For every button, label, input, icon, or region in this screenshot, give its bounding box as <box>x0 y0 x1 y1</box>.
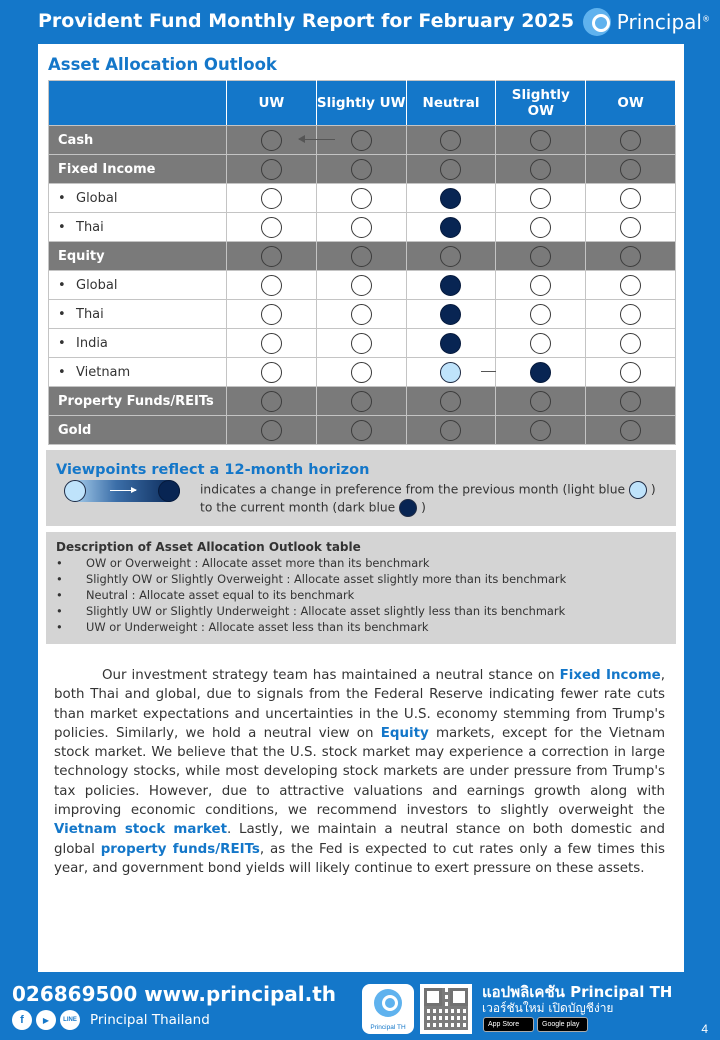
empty-dot-icon <box>620 420 641 441</box>
page-number: 4 <box>701 1022 708 1036</box>
empty-dot-icon <box>351 362 372 383</box>
column-header: Neutral <box>406 81 496 126</box>
rating-cell <box>227 271 317 300</box>
table-row <box>49 387 676 416</box>
principal-app-icon[interactable] <box>362 984 414 1034</box>
highlight-text: Fixed Income <box>559 668 661 683</box>
bullet: • <box>58 364 66 380</box>
header-bar <box>0 0 720 44</box>
highlight-text: Equity <box>380 725 429 741</box>
legend-text-part: to the current month (dark blue <box>200 500 396 515</box>
rating-cell <box>406 213 496 242</box>
rating-cell <box>496 387 586 416</box>
legend-text <box>200 481 660 517</box>
empty-dot-icon <box>530 275 551 296</box>
rating-cell <box>316 184 406 213</box>
rating-cell <box>227 329 317 358</box>
empty-dot-icon <box>620 130 641 151</box>
row-label-text: Equity <box>58 248 105 264</box>
asset-allocation-table <box>48 80 676 445</box>
empty-dot-icon <box>261 275 282 296</box>
rating-cell <box>586 242 676 271</box>
rating-cell <box>406 300 496 329</box>
row-label-text: Thai <box>76 219 104 235</box>
row-label <box>49 329 227 358</box>
empty-dot-icon <box>351 159 372 180</box>
empty-dot-icon <box>620 362 641 383</box>
current-view-dot-icon <box>440 275 461 296</box>
column-header: Slightly UW <box>316 81 406 126</box>
current-view-dot-icon <box>440 159 461 180</box>
rating-cell <box>496 329 586 358</box>
rating-cell <box>586 184 676 213</box>
row-label <box>49 184 227 213</box>
bullet: • <box>58 277 66 293</box>
table-row <box>49 329 676 358</box>
rating-cell <box>406 416 496 445</box>
rating-cell <box>316 126 406 155</box>
empty-dot-icon <box>261 159 282 180</box>
bullet: • <box>58 190 66 206</box>
row-label-text: Vietnam <box>76 364 131 380</box>
legend-panel <box>46 450 676 526</box>
youtube-icon[interactable]: ▶ <box>36 1010 56 1030</box>
table-row <box>49 271 676 300</box>
empty-dot-icon <box>261 217 282 238</box>
empty-dot-icon <box>261 362 282 383</box>
rating-cell <box>316 387 406 416</box>
rating-cell <box>586 329 676 358</box>
row-label <box>49 242 227 271</box>
row-label <box>49 416 227 445</box>
rating-cell <box>406 242 496 271</box>
rating-cell <box>316 416 406 445</box>
empty-dot-icon <box>261 391 282 412</box>
change-indicator-icon <box>64 480 180 502</box>
body-text-segment: , both Thai and global, due to signals from the Federal Reserve indicating fewer rate cuts than market expectations and uncertainties in the U.S. economy stemming from Trump's policies. Similarly, we hold a neutral view on <box>54 668 665 741</box>
arrow-left-icon <box>299 139 335 140</box>
highlight-text: Vietnam stock market <box>54 822 228 838</box>
rating-cell <box>496 213 586 242</box>
description-item: • Slightly OW or Slightly Overweight : Allocate asset slightly more than its benchmark <box>56 571 666 587</box>
body-text-segment: . Lastly, we maintain a neutral stance on both domestic and global <box>54 822 665 857</box>
previous-view-dot-icon <box>440 362 461 383</box>
previous-view-dot-icon <box>440 130 461 151</box>
legend-text-part: ) <box>650 482 656 497</box>
legend-text-part: ) <box>421 500 426 515</box>
row-label-text: Global <box>76 277 118 293</box>
qr-code-icon <box>420 984 472 1034</box>
body-text-segment: , as the Fed is expected to cut rates only a few times this year, and government bond yields will likely continue to exert pressure on these assets. <box>54 841 665 876</box>
legend-text-part: indicates a change in preference from the previous month (light blue <box>200 482 626 497</box>
footer <box>0 972 720 1040</box>
description-title: Description of Asset Allocation Outlook table <box>56 540 361 554</box>
row-label-text: Thai <box>76 306 104 322</box>
empty-dot-icon <box>530 333 551 354</box>
rating-cell <box>406 387 496 416</box>
empty-dot-icon <box>620 333 641 354</box>
rating-cell <box>406 155 496 184</box>
light-blue-dot-icon <box>629 481 647 499</box>
rating-cell <box>586 416 676 445</box>
rating-cell <box>406 329 496 358</box>
legend-title: Viewpoints reflect a 12-month horizon <box>56 462 370 478</box>
empty-dot-icon <box>530 217 551 238</box>
row-label-text: Gold <box>58 422 92 438</box>
table-row <box>49 242 676 271</box>
description-item: • OW or Overweight : Allocate asset more than its benchmark <box>56 555 666 571</box>
body-text-segment: Our investment strategy team has maintained a neutral stance on <box>102 668 560 683</box>
bullet: • <box>58 306 66 322</box>
rating-cell <box>586 271 676 300</box>
rating-cell <box>227 358 317 387</box>
app-icon-label: Principal TH <box>370 1024 406 1031</box>
app-title: แอปพลิเคชัน Principal TH <box>482 983 673 1001</box>
empty-dot-icon <box>261 188 282 209</box>
column-header: UW <box>227 81 317 126</box>
empty-dot-icon <box>620 159 641 180</box>
rating-cell <box>316 213 406 242</box>
commentary-paragraph <box>54 666 665 878</box>
current-view-dot-icon <box>440 391 461 412</box>
empty-dot-icon <box>351 275 372 296</box>
rating-cell <box>496 271 586 300</box>
rating-cell <box>316 329 406 358</box>
current-view-dot-icon <box>440 217 461 238</box>
bullet: • <box>58 335 66 351</box>
empty-dot-icon <box>620 217 641 238</box>
row-label <box>49 126 227 155</box>
rating-cell <box>586 387 676 416</box>
rating-cell <box>316 358 406 387</box>
table-row <box>49 300 676 329</box>
dark-blue-dot-icon <box>399 499 417 517</box>
rating-cell <box>227 387 317 416</box>
body-text-segment: markets, except for the Vietnam stock market. We believe that the U.S. stock market may experience a correction in large technology stocks, while most developing stock markets are under pressure from Trump's tax policies. However, due to attractive valuations and earnings growth along with improving economic conditions, we recommend investors to slightly overweight the <box>54 725 665 819</box>
row-label <box>49 213 227 242</box>
empty-dot-icon <box>530 159 551 180</box>
empty-dot-icon <box>530 391 551 412</box>
rating-cell <box>316 155 406 184</box>
row-label-text: Cash <box>58 132 94 148</box>
table-row <box>49 155 676 184</box>
table-row <box>49 126 676 155</box>
empty-dot-icon <box>351 304 372 325</box>
rating-cell <box>586 300 676 329</box>
empty-dot-icon <box>351 217 372 238</box>
contact-info[interactable]: 026869500 www.principal.th <box>12 982 337 1006</box>
rating-cell <box>496 155 586 184</box>
table-row <box>49 184 676 213</box>
empty-dot-icon <box>261 333 282 354</box>
description-list <box>56 555 666 635</box>
app-store-badge[interactable]: App Store <box>483 1017 534 1032</box>
facebook-icon[interactable]: f <box>12 1010 32 1030</box>
empty-dot-icon <box>351 391 372 412</box>
principal-logo-icon <box>583 8 611 36</box>
report-page <box>38 44 684 972</box>
empty-dot-icon <box>530 420 551 441</box>
current-view-dot-icon <box>440 333 461 354</box>
description-item: • UW or Underweight : Allocate asset less than its benchmark <box>56 619 666 635</box>
rating-cell <box>586 155 676 184</box>
row-label <box>49 300 227 329</box>
empty-dot-icon <box>620 188 641 209</box>
rating-cell <box>227 416 317 445</box>
rating-cell <box>406 358 496 387</box>
table-header-blank <box>49 81 227 126</box>
rating-cell <box>406 184 496 213</box>
rating-cell <box>496 242 586 271</box>
table-row <box>49 213 676 242</box>
rating-cell <box>586 358 676 387</box>
rating-cell <box>496 126 586 155</box>
description-panel <box>46 532 676 644</box>
current-view-dot-icon <box>440 420 461 441</box>
row-label-text: Global <box>76 190 118 206</box>
section-title: Asset Allocation Outlook <box>48 55 277 74</box>
table-row <box>49 358 676 387</box>
rating-cell <box>316 300 406 329</box>
row-label <box>49 358 227 387</box>
rating-cell <box>227 184 317 213</box>
empty-dot-icon <box>261 420 282 441</box>
social-account-name: Principal Thailand <box>90 1012 210 1028</box>
empty-dot-icon <box>351 333 372 354</box>
empty-dot-icon <box>261 304 282 325</box>
row-label-text: India <box>76 335 108 351</box>
row-label <box>49 155 227 184</box>
empty-dot-icon <box>530 246 551 267</box>
highlight-text: property funds/REITs <box>100 841 260 857</box>
rating-cell <box>496 300 586 329</box>
empty-dot-icon <box>620 246 641 267</box>
empty-dot-icon <box>351 188 372 209</box>
empty-dot-icon <box>351 420 372 441</box>
rating-cell <box>586 213 676 242</box>
brand <box>583 6 710 38</box>
row-label-text: Property Funds/REITs <box>58 393 214 409</box>
empty-dot-icon <box>261 130 282 151</box>
bullet: • <box>58 219 66 235</box>
description-item: • Slightly UW or Slightly Underweight : Allocate asset slightly less than its benchmark <box>56 603 666 619</box>
empty-dot-icon <box>620 275 641 296</box>
table-header-row <box>49 81 676 126</box>
row-label <box>49 271 227 300</box>
current-view-dot-icon <box>440 188 461 209</box>
rating-cell <box>227 213 317 242</box>
empty-dot-icon <box>530 304 551 325</box>
row-label <box>49 387 227 416</box>
rating-cell <box>316 242 406 271</box>
table-row <box>49 416 676 445</box>
current-view-dot-icon <box>530 362 551 383</box>
rating-cell <box>227 242 317 271</box>
rating-cell <box>227 300 317 329</box>
app-subtitle: เวอร์ชันใหม่ เปิดบัญชีง่าย <box>482 1001 614 1015</box>
rating-cell <box>316 271 406 300</box>
rating-cell <box>227 155 317 184</box>
empty-dot-icon <box>351 246 372 267</box>
column-header: Slightly OW <box>496 81 586 126</box>
row-label-text: Fixed Income <box>58 161 156 177</box>
report-title: Provident Fund Monthly Report for February 2025 <box>38 10 575 32</box>
google-play-badge[interactable]: Google play <box>537 1017 588 1032</box>
empty-dot-icon <box>530 130 551 151</box>
rating-cell <box>496 358 586 387</box>
column-header: OW <box>586 81 676 126</box>
empty-dot-icon <box>620 304 641 325</box>
rating-cell <box>406 271 496 300</box>
rating-cell <box>496 416 586 445</box>
empty-dot-icon <box>530 188 551 209</box>
rating-cell <box>406 126 496 155</box>
rating-cell <box>496 184 586 213</box>
empty-dot-icon <box>620 391 641 412</box>
rating-cell <box>586 126 676 155</box>
line-icon[interactable]: LINE <box>60 1010 80 1030</box>
current-view-dot-icon <box>440 304 461 325</box>
brand-name: Principal® <box>616 10 710 34</box>
social-links <box>12 1010 210 1030</box>
empty-dot-icon <box>261 246 282 267</box>
description-item: • Neutral : Allocate asset equal to its benchmark <box>56 587 666 603</box>
current-view-dot-icon <box>351 130 372 151</box>
current-view-dot-icon <box>440 246 461 267</box>
